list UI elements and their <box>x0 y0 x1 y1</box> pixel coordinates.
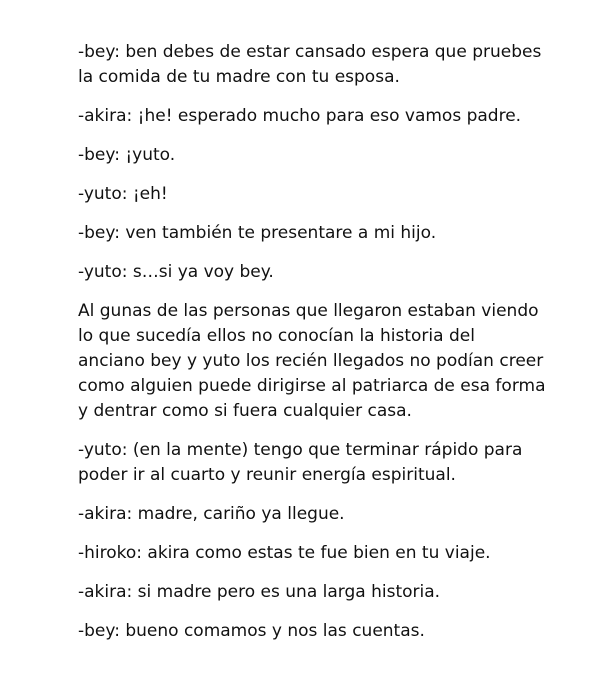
paragraph-11: -akira: si madre pero es una larga historia. <box>78 582 441 602</box>
text-body <box>78 40 548 644</box>
paragraph-2: -akira: ¡he! esperado mucho para eso vamos padre. <box>78 106 522 126</box>
paragraph-9: -akira: madre, cariño ya llegue. <box>78 504 345 524</box>
paragraph-4: -yuto: ¡eh! <box>78 184 168 204</box>
paragraph-3: -bey: ¡yuto. <box>78 145 176 165</box>
paragraph-8: -yuto: (en la mente) tengo que terminar rápido para poder ir al cuarto y reunir energía espiritual. <box>78 440 523 485</box>
paragraph-10: -hiroko: akira como estas te fue bien en tu viaje. <box>78 543 491 563</box>
paragraph-6: -yuto: s…si ya voy bey. <box>78 262 274 282</box>
paragraph-1: -bey: ben debes de estar cansado espera que pruebes la comida de tu madre con tu esposa. <box>78 42 542 87</box>
paragraph-7: Al gunas de las personas que llegaron estaban viendo lo que sucedía ellos no conocían la historia del anciano bey y yuto los recién llegados no podían creer como alguien puede dirigirse al patriarca de esa forma y dentrar como si fuera cualquier casa. <box>78 301 546 421</box>
paragraph-12: -bey: bueno comamos y nos las cuentas. <box>78 621 425 641</box>
paragraph-5: -bey: ven también te presentare a mi hijo. <box>78 223 437 243</box>
